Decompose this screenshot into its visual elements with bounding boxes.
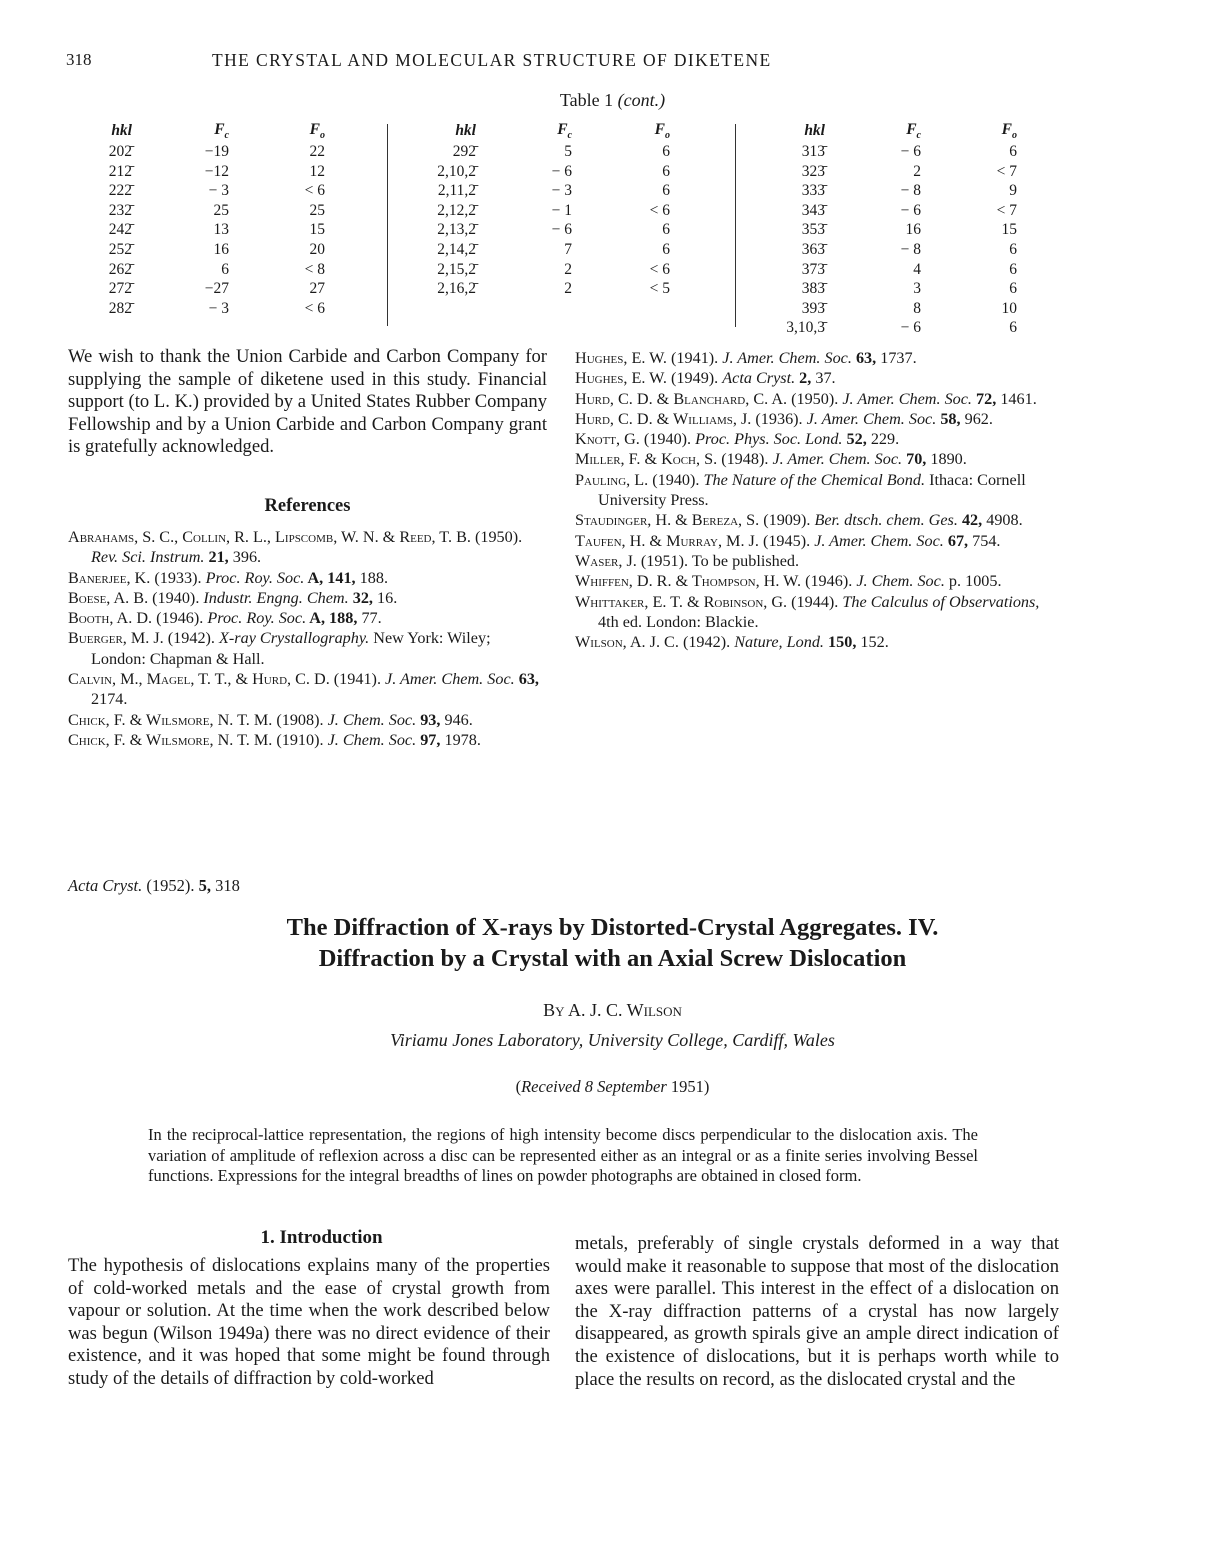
reference-authors: Hughes, E. W. bbox=[575, 349, 667, 367]
intro-right-column: metals, preferably of single crystals deformed in a way that would make it reasonable to suppose that most of the dislocation axes were parallel. This interest in the effect of a dislocation on the X-ray diffraction patterns of a crystal has now largely disappeared, as growth spirals give an ample direct indication of the existence of dislocations, but it is perhaps worth while to place the results on record, as the dislocated crystal and the bbox=[575, 1233, 1059, 1390]
received-year: 1951 bbox=[666, 1077, 704, 1096]
reference-authors: Whiffen, D. R. & Thompson, H. W. bbox=[575, 572, 802, 591]
reference-authors: Taufen, H. & Murray, M. J. bbox=[575, 531, 759, 550]
cell-hkl: 272̄ bbox=[108, 280, 132, 298]
reference-year: (1908). bbox=[272, 710, 328, 729]
received-day: 8 September bbox=[580, 1077, 667, 1096]
reference-pages: 946. bbox=[440, 710, 473, 729]
cell-fc: 5 bbox=[564, 143, 572, 160]
cell-fc: 13 bbox=[213, 221, 229, 239]
reference-pages: 4908. bbox=[982, 511, 1023, 530]
cell-hkl: 202̄ bbox=[108, 143, 132, 160]
table-row bbox=[96, 181, 325, 201]
citation-year: (1952). bbox=[142, 876, 199, 895]
reference-pages: 1461. bbox=[996, 389, 1037, 408]
reference-authors: Booth, A. D. bbox=[68, 609, 153, 628]
reference-journal: J. Amer. Chem. Soc. bbox=[772, 450, 903, 469]
reference-year: (1909). bbox=[759, 511, 815, 530]
cell-fc: 3 bbox=[913, 280, 921, 298]
reference-journal: J. Chem. Soc. bbox=[327, 730, 417, 749]
table-row bbox=[776, 181, 1017, 201]
reference-authors: Hurd, C. D. & Williams, J. bbox=[575, 409, 752, 428]
reference-year: (1945). bbox=[758, 531, 815, 550]
table-row bbox=[96, 279, 325, 299]
cell-hkl: 242̄ bbox=[108, 221, 132, 239]
cell-fc: − 8 bbox=[900, 240, 921, 258]
cell-hkl: 2,14,2̄ bbox=[437, 240, 476, 258]
header-hkl: hkl bbox=[804, 122, 825, 139]
reference-journal: J. Amer. Chem. Soc. bbox=[806, 409, 937, 428]
reference-journal: J. Amer. Chem. Soc. bbox=[814, 531, 944, 550]
reference-authors: Abrahams, S. C., Collin, R. L., Lipscomb, W. N. & Reed, T. B. bbox=[68, 528, 471, 546]
references-heading: References bbox=[264, 496, 351, 516]
cell-fo: < 6 bbox=[649, 201, 670, 219]
reference-vol: 2, bbox=[795, 369, 812, 388]
table-row bbox=[426, 142, 670, 162]
references-left bbox=[68, 527, 547, 750]
reference-year: (1933). bbox=[150, 568, 206, 587]
header-fo: $F_o$ bbox=[654, 120, 670, 142]
table-row bbox=[96, 162, 325, 182]
cell-fc: 2 bbox=[564, 280, 572, 298]
reference-entry bbox=[68, 730, 547, 750]
reference-journal: Rev. Sci. Instrum. bbox=[91, 548, 205, 567]
reference-vol: 63, bbox=[514, 670, 539, 689]
cell-fc: − 6 bbox=[900, 143, 921, 160]
reference-journal: Ber. dtsch. chem. Ges. bbox=[814, 511, 958, 530]
reference-authors: Boese, A. B. bbox=[68, 588, 149, 607]
cell-hkl: 353̄ bbox=[801, 221, 825, 239]
cell-fo: < 7 bbox=[996, 201, 1017, 219]
cell-fo: 6 bbox=[662, 182, 670, 200]
cell-hkl: 2,10,2̄ bbox=[437, 162, 476, 180]
reference-journal: Nature, Lond. bbox=[734, 633, 824, 652]
table-row bbox=[426, 220, 670, 240]
cell-hkl: 282̄ bbox=[108, 299, 132, 317]
article-title-line-1: The Diffraction of X-rays by Distorted-Crystal Aggregates. IV. bbox=[286, 914, 939, 941]
cell-fc: 25 bbox=[213, 201, 229, 219]
table-row bbox=[426, 181, 670, 201]
header-fc: $F_c$ bbox=[214, 120, 229, 142]
reference-journal: J. Chem. Soc. bbox=[856, 572, 945, 591]
header-fo: $F_o$ bbox=[309, 120, 325, 142]
table-row bbox=[776, 279, 1017, 299]
citation-volume: 5, bbox=[198, 876, 211, 895]
cell-fc: 4 bbox=[913, 260, 921, 278]
cell-fo: 6 bbox=[1009, 260, 1017, 278]
reference-pages: 962. bbox=[960, 409, 993, 428]
table-title-suffix: (cont.) bbox=[617, 90, 666, 110]
reference-year: (1940). bbox=[648, 470, 704, 489]
header-hkl: hkl bbox=[111, 122, 132, 139]
cell-fc: 2 bbox=[564, 260, 572, 278]
reference-year: (1950). bbox=[470, 528, 523, 546]
cell-hkl: 2,12,2̄ bbox=[437, 201, 476, 219]
cell-fo: < 7 bbox=[996, 162, 1017, 180]
reference-authors: Wilson, A. J. C. bbox=[575, 633, 679, 652]
cell-fc: − 1 bbox=[551, 201, 572, 219]
table-body-3 bbox=[776, 142, 1017, 338]
reference-vol: 67, bbox=[943, 531, 969, 550]
cell-hkl: 333̄ bbox=[801, 182, 825, 200]
table-row bbox=[426, 260, 670, 280]
cell-hkl: 2,15,2̄ bbox=[437, 260, 476, 278]
table-row bbox=[96, 220, 325, 240]
reference-pages: 396. bbox=[228, 548, 262, 567]
citation-journal: Acta Cryst. bbox=[68, 876, 143, 895]
table-row bbox=[96, 142, 325, 162]
reference-journal: J. Amer. Chem. Soc. bbox=[842, 389, 972, 408]
running-head: THE CRYSTAL AND MOLECULAR STRUCTURE OF DIKETENE bbox=[212, 50, 772, 70]
reference-pages: 1890. bbox=[926, 450, 967, 469]
references-right bbox=[575, 348, 1058, 652]
cell-fc: −12 bbox=[204, 162, 229, 180]
reference-vol: 42, bbox=[957, 511, 983, 530]
reference-entry bbox=[575, 531, 1058, 551]
cell-fo: 6 bbox=[1009, 240, 1017, 258]
cell-fc: − 6 bbox=[551, 221, 572, 239]
cell-fc: 8 bbox=[913, 299, 921, 317]
reference-authors: Hurd, C. D. & Blanchard, C. A. bbox=[575, 389, 788, 408]
cell-hkl: 252̄ bbox=[108, 240, 132, 258]
cell-hkl: 3,10,3̄ bbox=[786, 319, 825, 337]
reference-entry bbox=[575, 368, 1058, 388]
reference-pages: 152. bbox=[856, 633, 889, 652]
reference-authors: Miller, F. & Koch, S. bbox=[575, 450, 718, 469]
cell-hkl: 222̄ bbox=[108, 182, 132, 200]
cell-fc: 6 bbox=[221, 260, 229, 278]
table-row bbox=[96, 260, 325, 280]
reference-vol: 63, bbox=[851, 349, 877, 367]
header-hkl: hkl bbox=[455, 122, 476, 139]
reference-pages: New York: Wiley; London: Chapman & Hall. bbox=[91, 629, 491, 668]
table-group-2 bbox=[426, 120, 670, 299]
reference-year: (1940). bbox=[639, 430, 696, 449]
page-number: 318 bbox=[66, 50, 92, 69]
reference-authors: Knott, G. bbox=[575, 430, 640, 449]
cell-fo: 9 bbox=[1009, 182, 1017, 200]
reference-authors: Hughes, E. W. bbox=[575, 369, 667, 388]
cell-fo: < 8 bbox=[304, 260, 325, 278]
table-row bbox=[96, 240, 325, 260]
cell-fo: 6 bbox=[662, 162, 670, 180]
reference-entry bbox=[68, 588, 547, 608]
reference-authors: Calvin, M., Magel, T. T., & Hurd, C. D. bbox=[68, 670, 330, 689]
cell-fo: 27 bbox=[309, 280, 325, 298]
reference-authors: Chick, F. & Wilsmore, N. T. M. bbox=[68, 730, 273, 749]
reference-journal: J. Chem. Soc. bbox=[327, 710, 417, 729]
table-body-1 bbox=[96, 142, 325, 318]
reference-authors: Whittaker, E. T. & Robinson, G. bbox=[575, 592, 788, 611]
cell-fo: 6 bbox=[1009, 280, 1017, 298]
cell-fc: 7 bbox=[564, 240, 572, 258]
cell-hkl: 383̄ bbox=[801, 280, 825, 298]
reference-year: (1950). bbox=[787, 389, 843, 408]
reference-journal: The Nature of the Chemical Bond. bbox=[703, 470, 926, 489]
cell-fc: 16 bbox=[905, 221, 921, 239]
reference-authors: Waser, J. bbox=[575, 551, 637, 570]
header-fc: $F_c$ bbox=[557, 120, 572, 142]
reference-pages: 4th ed. London: Blackie. bbox=[598, 612, 759, 631]
table-row bbox=[776, 142, 1017, 162]
cell-fc: − 3 bbox=[208, 182, 229, 200]
reference-pages: 2174. bbox=[91, 690, 128, 709]
received-date: (Received 8 September 1951) bbox=[515, 1077, 710, 1096]
reference-journal: Proc. Roy. Soc. bbox=[205, 568, 305, 587]
cell-hkl: 323̄ bbox=[801, 162, 825, 180]
cell-fo: 10 bbox=[1001, 299, 1017, 317]
table-body-2 bbox=[426, 142, 670, 299]
cell-fo: 25 bbox=[309, 201, 325, 219]
reference-entry bbox=[68, 669, 547, 710]
cell-hkl: 2,16,2̄ bbox=[437, 280, 476, 298]
acknowledgment: We wish to thank the Union Carbide and Carbon Company for supplying the sample of diketene used in this study. Financial support (to L. K.) provided by a United States Rubber Company Fellowship and by a Union Carbide and Carbon Company grant is gratefully acknowledged. bbox=[68, 346, 547, 458]
reference-pages: Ithaca: Cornell University Press. bbox=[598, 470, 1026, 510]
byline: By A. J. C. Wilson bbox=[543, 1000, 682, 1020]
table-row bbox=[776, 318, 1017, 338]
table-row bbox=[776, 260, 1017, 280]
reference-vol: 32, bbox=[348, 588, 373, 607]
header-fc: $F_c$ bbox=[906, 120, 921, 142]
reference-entry bbox=[575, 429, 1058, 449]
reference-journal: The Calculus of Observations, bbox=[842, 592, 1040, 611]
reference-journal: J. Amer. Chem. Soc. bbox=[385, 670, 515, 689]
reference-vol: A, 141, bbox=[304, 568, 356, 587]
reference-year: (1936). bbox=[751, 409, 807, 428]
table-row bbox=[776, 240, 1017, 260]
cell-fo: 6 bbox=[662, 221, 670, 239]
reference-vol: 70, bbox=[902, 450, 927, 469]
cell-fc: 16 bbox=[213, 240, 229, 258]
header-fo: $F_o$ bbox=[1001, 120, 1017, 142]
table-row bbox=[776, 201, 1017, 221]
reference-pages: 188. bbox=[355, 568, 388, 587]
table-row bbox=[776, 220, 1017, 240]
reference-pages: 37. bbox=[811, 369, 836, 388]
reference-journal: X-ray Crystallography. bbox=[219, 629, 370, 648]
reference-pages: 229. bbox=[866, 430, 900, 449]
reference-entry bbox=[575, 389, 1058, 409]
reference-year: (1942). bbox=[678, 633, 735, 652]
reference-year: (1949). bbox=[666, 369, 723, 388]
reference-year: (1941). bbox=[666, 349, 723, 367]
cell-hkl: 363̄ bbox=[801, 240, 825, 258]
cell-hkl: 393̄ bbox=[801, 299, 825, 317]
table-title-text: Table 1 bbox=[559, 90, 614, 110]
reference-year: (1910). bbox=[272, 730, 328, 749]
reference-authors: Pauling, L. bbox=[575, 470, 649, 489]
reference-authors: Staudinger, H. & Bereza, S. bbox=[575, 511, 760, 530]
article-title-line-2: Diffraction by a Crystal with an Axial Screw Dislocation bbox=[318, 945, 907, 972]
reference-year: (1946). bbox=[801, 572, 857, 591]
reference-pages: 1737. bbox=[876, 349, 917, 367]
cell-fc: 2 bbox=[913, 162, 921, 180]
cell-fo: < 6 bbox=[304, 182, 325, 200]
reference-journal: Proc. Roy. Soc. bbox=[207, 609, 307, 628]
reference-entry bbox=[575, 571, 1058, 591]
cell-fo: < 6 bbox=[304, 299, 325, 317]
cell-fc: −27 bbox=[204, 280, 229, 298]
article-title bbox=[0, 912, 1225, 974]
cell-hkl: 343̄ bbox=[801, 201, 825, 219]
affiliation: Viriamu Jones Laboratory, University College, Cardiff, Wales bbox=[390, 1030, 835, 1050]
section-heading: 1. Introduction bbox=[260, 1227, 383, 1248]
reference-year: (1944). bbox=[787, 592, 843, 611]
table-group-3 bbox=[776, 120, 1017, 338]
table-row bbox=[776, 299, 1017, 319]
cell-fo: 6 bbox=[662, 143, 670, 160]
cell-fo: 6 bbox=[662, 240, 670, 258]
reference-vol: 21, bbox=[204, 548, 229, 567]
abstract: In the reciprocal-lattice representation, the regions of high intensity become discs perpendicular to the dislocation axis. The variation of amplitude of reflexion across a disc can be represented either as an integral or as a finite series involving Bessel functions. Expressions for the integral breadths of lines on powder photographs are obtained in closed form. bbox=[148, 1125, 978, 1185]
reference-vol: 72, bbox=[971, 389, 997, 408]
reference-year: (1941). bbox=[329, 670, 386, 689]
table-title bbox=[0, 90, 1225, 111]
cell-fo: 12 bbox=[309, 162, 325, 180]
reference-journal: J. Amer. Chem. Soc. bbox=[722, 349, 852, 367]
reference-pages: To be published. bbox=[691, 551, 800, 570]
cell-hkl: 313̄ bbox=[801, 143, 825, 160]
cell-fo: 22 bbox=[309, 143, 325, 160]
table-group-1 bbox=[96, 120, 325, 318]
cell-fo: < 6 bbox=[649, 260, 670, 278]
cell-fo: 20 bbox=[309, 240, 325, 258]
cell-hkl: 292̄ bbox=[452, 143, 476, 160]
citation-page: 318 bbox=[211, 876, 240, 895]
reference-entry bbox=[68, 527, 547, 568]
reference-pages: 754. bbox=[968, 531, 1001, 550]
cell-fc: − 3 bbox=[208, 299, 229, 317]
cell-fc: −19 bbox=[204, 143, 229, 160]
cell-fc: − 6 bbox=[900, 319, 921, 337]
table-row bbox=[776, 162, 1017, 182]
cell-hkl: 2,13,2̄ bbox=[437, 221, 476, 239]
reference-year: (1946). bbox=[152, 609, 208, 628]
journal-citation bbox=[68, 876, 240, 896]
cell-fo: 6 bbox=[1009, 143, 1017, 160]
reference-entry bbox=[575, 409, 1058, 429]
table-row bbox=[426, 162, 670, 182]
table-divider-1 bbox=[387, 124, 388, 326]
cell-fo: 6 bbox=[1009, 319, 1017, 337]
reference-vol: 58, bbox=[936, 409, 961, 428]
reference-entry bbox=[575, 348, 1058, 368]
reference-entry bbox=[575, 592, 1058, 633]
cell-fc: − 3 bbox=[551, 182, 572, 200]
cell-fc: − 6 bbox=[551, 162, 572, 180]
cell-fc: − 6 bbox=[900, 201, 921, 219]
cell-fo: < 5 bbox=[649, 280, 670, 298]
reference-vol: A, 188, bbox=[306, 609, 358, 628]
reference-vol: 52, bbox=[842, 430, 867, 449]
cell-hkl: 212̄ bbox=[108, 162, 132, 180]
reference-year: (1951). bbox=[636, 551, 692, 570]
reference-vol: 150, bbox=[823, 633, 857, 652]
table-row bbox=[426, 201, 670, 221]
reference-year: (1942). bbox=[163, 629, 220, 648]
table-divider-2 bbox=[735, 124, 736, 327]
reference-authors: Banerjee, K. bbox=[68, 568, 151, 587]
table-row bbox=[426, 240, 670, 260]
reference-vol: 97, bbox=[416, 730, 441, 749]
reference-journal: Acta Cryst. bbox=[722, 369, 796, 388]
reference-entry bbox=[68, 608, 547, 628]
cell-fo: 15 bbox=[1001, 221, 1017, 239]
reference-journal: Industr. Engng. Chem. bbox=[203, 588, 349, 607]
table-row bbox=[96, 201, 325, 221]
intro-left-column: The hypothesis of dislocations explains many of the properties of cold-worked metals and the ease of crystal growth from vapour or solution. At the time when the work described below was begun (Wilson 1949a) there was no direct evidence of their existence, and it was hoped that some might be found through study of the details of diffraction by cold-worked bbox=[68, 1255, 550, 1389]
cell-fc: − 8 bbox=[900, 182, 921, 200]
reference-pages: 77. bbox=[357, 609, 382, 628]
cell-fo: 15 bbox=[309, 221, 325, 239]
reference-entry bbox=[575, 551, 1058, 571]
reference-year: (1940). bbox=[148, 588, 204, 607]
received-label: Received bbox=[521, 1077, 581, 1096]
cell-hkl: 2,11,2̄ bbox=[437, 182, 476, 200]
reference-entry bbox=[68, 710, 547, 730]
reference-entry bbox=[575, 632, 1058, 652]
cell-hkl: 373̄ bbox=[801, 260, 825, 278]
table-row bbox=[426, 279, 670, 299]
reference-journal: Proc. Phys. Soc. Lond. bbox=[695, 430, 843, 449]
reference-pages: 1978. bbox=[440, 730, 481, 749]
cell-hkl: 262̄ bbox=[108, 260, 132, 278]
reference-pages: 16. bbox=[372, 588, 398, 607]
reference-entry bbox=[68, 628, 547, 669]
table-row bbox=[96, 299, 325, 319]
reference-authors: Buerger, M. J. bbox=[68, 629, 164, 648]
reference-vol: 93, bbox=[416, 710, 441, 729]
reference-pages: p. 1005. bbox=[944, 572, 1002, 591]
reference-entry bbox=[68, 568, 547, 588]
reference-authors: Chick, F. & Wilsmore, N. T. M. bbox=[68, 710, 273, 729]
reference-entry bbox=[575, 470, 1058, 511]
cell-hkl: 232̄ bbox=[108, 201, 132, 219]
reference-year: (1948). bbox=[717, 450, 773, 469]
reference-entry bbox=[575, 510, 1058, 530]
reference-entry bbox=[575, 449, 1058, 469]
